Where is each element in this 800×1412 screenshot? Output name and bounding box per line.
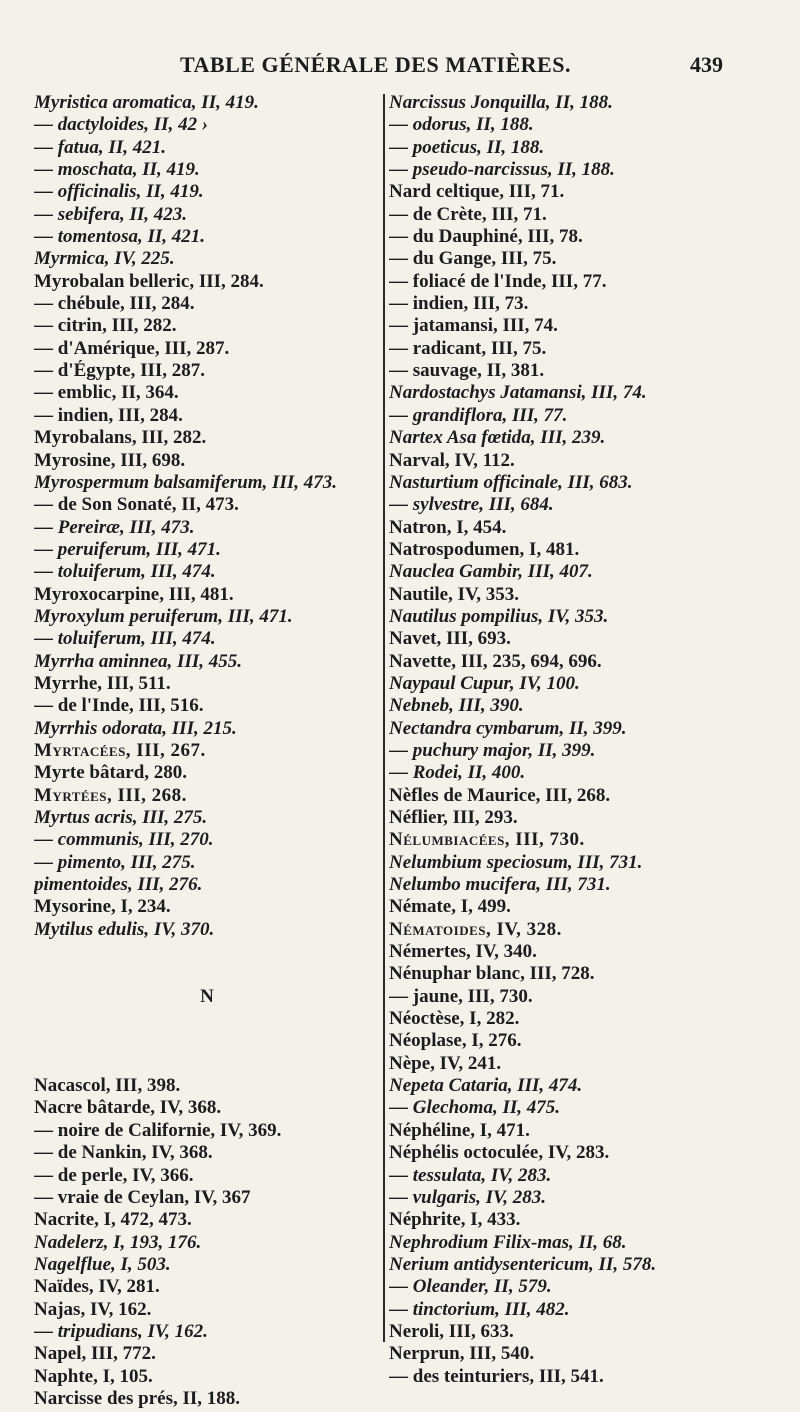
index-entry: Natron, I, 454. (389, 516, 507, 538)
index-entry: Mytilus edulis, IV, 370. (34, 918, 215, 940)
index-entry: Nardostachys Jatamansi, III, 74. (389, 382, 647, 404)
index-entry: Néphéline, I, 471. (389, 1119, 530, 1141)
index-entry: — sylvestre, III, 684. (389, 494, 554, 516)
index-entry: — sauvage, II, 381. (389, 360, 545, 382)
index-entry: Nerprun, III, 540. (389, 1343, 535, 1365)
index-entry: Nelumbium speciosum, III, 731. (389, 851, 643, 873)
index-entry: Nacrite, I, 472, 473. (34, 1209, 192, 1231)
index-entry: Nasturtium officinale, III, 683. (389, 471, 633, 493)
index-entry: — Oleander, II, 579. (389, 1276, 552, 1298)
index-entry: Nard celtique, III, 71. (389, 181, 565, 203)
index-entry: Nebneb, III, 390. (389, 695, 524, 717)
index-entry: — tinctorium, III, 482. (389, 1298, 570, 1320)
index-entry: — dactyloides, II, 42 › (34, 114, 209, 136)
index-entry: — d'Amérique, III, 287. (34, 337, 230, 359)
index-entry: Natrospodumen, I, 481. (389, 538, 580, 560)
index-entry: — communis, III, 270. (34, 829, 214, 851)
index-entry: Myrtacées, III, 267. (34, 739, 206, 761)
index-entry: — de l'Inde, III, 516. (34, 695, 204, 717)
index-entry: — du Dauphiné, III, 78. (389, 226, 583, 248)
index-entry: Nautilus pompilius, IV, 353. (389, 605, 609, 627)
page-number: 439 (690, 52, 723, 77)
index-entry: — tripudians, IV, 162. (34, 1320, 208, 1342)
index-entry: — tomentosa, II, 421. (34, 226, 206, 248)
index-entry: — officinalis, II, 419. (34, 181, 204, 203)
index-entry: Nacascol, III, 398. (34, 1075, 181, 1097)
index-entry: Némate, I, 499. (389, 896, 511, 918)
index-entry: Nacre bâtarde, IV, 368. (34, 1097, 222, 1119)
index-entry: Napel, III, 772. (34, 1343, 156, 1365)
index-entry: Navet, III, 693. (389, 628, 511, 650)
index-entry: Neroli, III, 633. (389, 1320, 514, 1342)
index-entry: — radicant, III, 75. (389, 337, 547, 359)
index-entry: — d'Égypte, III, 287. (34, 360, 206, 382)
index-entry: Myrte bâtard, 280. (34, 762, 188, 784)
index-entry: Nectandra cymbarum, II, 399. (389, 717, 627, 739)
index-entry: Narcissus Jonquilla, II, 188. (389, 92, 613, 113)
index-entry: Nagelflue, I, 503. (34, 1253, 171, 1275)
index-entry: Myrtus acris, III, 275. (34, 807, 208, 828)
index-entry: Myroxocarpine, III, 481. (34, 583, 234, 605)
blank-line (34, 1053, 380, 1075)
index-entry: Nauclea Gambir, III, 407. (389, 561, 593, 583)
index-entry: — tessulata, IV, 283. (389, 1164, 552, 1186)
index-column-left (34, 92, 380, 1410)
index-column-right (389, 92, 769, 1388)
index-entry: — jaune, III, 730. (389, 985, 533, 1007)
index-entry: — pseudo-narcissus, II, 188. (389, 159, 615, 181)
index-entry: — jatamansi, III, 74. (389, 315, 558, 337)
index-entry: — emblic, II, 364. (34, 382, 179, 404)
index-entry: Narval, IV, 112. (389, 449, 515, 471)
index-entry: Naïdes, IV, 281. (34, 1276, 160, 1298)
index-entry: Nèfles de Maurice, III, 268. (389, 784, 611, 806)
index-entry: Myrmica, IV, 225. (34, 248, 175, 270)
index-entry: Myrrha aminnea, III, 455. (34, 650, 242, 672)
index-entry: Nerium antidysentericum, II, 578. (389, 1253, 657, 1275)
index-entry: — de Nankin, IV, 368. (34, 1142, 213, 1164)
index-entry: Nartex Asa fœtida, III, 239. (389, 427, 606, 449)
index-entry: Nepeta Cataria, III, 474. (389, 1075, 583, 1097)
index-entry: Najas, IV, 162. (34, 1298, 152, 1320)
index-entry: Némertes, IV, 340. (389, 941, 537, 963)
index-entry: Narcisse des prés, II, 188. (34, 1387, 241, 1409)
index-entry: Néoctèse, I, 282. (389, 1008, 520, 1030)
index-entry: — indien, III, 284. (34, 404, 183, 426)
index-entry: Nadelerz, I, 193, 176. (34, 1231, 202, 1253)
index-entry: Naypaul Cupur, IV, 100. (389, 672, 580, 694)
blank-line (34, 963, 380, 985)
page-header (0, 50, 800, 82)
index-entry: Mysorine, I, 234. (34, 896, 171, 918)
index-entry: Myrrhis odorata, III, 215. (34, 717, 237, 739)
index-entry: — Rodei, II, 400. (389, 762, 526, 784)
index-entry: — grandiflora, III, 77. (389, 404, 568, 426)
index-entry: — toluiferum, III, 474. (34, 561, 216, 583)
index-entry: — Glechoma, II, 475. (389, 1097, 560, 1119)
index-entry: Nèpe, IV, 241. (389, 1052, 502, 1074)
index-entry: Naphte, I, 105. (34, 1365, 153, 1387)
index-entry: — de Son Sonaté, II, 473. (34, 494, 239, 516)
index-entry: Myroxylum peruiferum, III, 471. (34, 605, 293, 627)
section-letter: N (200, 985, 214, 1007)
index-entry: Myrtées, III, 268. (34, 784, 187, 806)
blank-line (34, 941, 380, 963)
index-entry: — de perle, IV, 366. (34, 1164, 194, 1186)
index-entry: Nénuphar blanc, III, 728. (389, 963, 595, 985)
index-entry: — du Gange, III, 75. (389, 248, 557, 270)
blank-line (34, 1030, 380, 1052)
index-entry: Nephrodium Filix-mas, II, 68. (389, 1231, 627, 1253)
index-entry: Myristica aromatica, II, 419. (34, 92, 259, 113)
index-entry: — foliacé de l'Inde, III, 77. (389, 270, 607, 292)
index-entry: — fatua, II, 421. (34, 136, 166, 158)
index-entry: Myrrhe, III, 511. (34, 672, 171, 694)
index-entry: — sebifera, II, 423. (34, 203, 188, 225)
index-entry: Nélumbiacées, III, 730. (389, 829, 585, 851)
index-entry: — puchury major, II, 399. (389, 739, 596, 761)
index-entry: Myrosine, III, 698. (34, 449, 186, 471)
index-entry: Myrobalan belleric, III, 284. (34, 270, 264, 292)
index-entry: Nématoides, IV, 328. (389, 918, 562, 940)
index-entry: Navette, III, 235, 694, 696. (389, 650, 602, 672)
index-entry: — peruiferum, III, 471. (34, 538, 221, 560)
index-entry: — chébule, III, 284. (34, 293, 195, 315)
index-entry: Néflier, III, 293. (389, 807, 518, 828)
index-entry: — Pereiræ, III, 473. (34, 516, 195, 538)
index-entry: — des teinturiers, III, 541. (389, 1365, 604, 1387)
index-entry: pimentoides, III, 276. (34, 874, 203, 896)
index-entry: Myrobalans, III, 282. (34, 427, 207, 449)
running-title: TABLE GÉNÉRALE DES MATIÈRES. (180, 52, 571, 77)
index-entry: Nelumbo mucifera, III, 731. (389, 874, 611, 896)
blank-line (34, 1008, 380, 1030)
index-entry: — toluiferum, III, 474. (34, 628, 216, 650)
index-entry: — vulgaris, IV, 283. (389, 1186, 546, 1208)
index-entry: Néphrite, I, 433. (389, 1209, 521, 1231)
index-entry: — indien, III, 73. (389, 293, 529, 315)
index-entry: — vraie de Ceylan, IV, 367 (34, 1186, 251, 1208)
index-entry: — poeticus, II, 188. (389, 136, 545, 158)
index-entry: — odorus, II, 188. (389, 114, 534, 136)
index-entry: — citrin, III, 282. (34, 315, 177, 337)
index-entry: — noire de Californie, IV, 369. (34, 1119, 282, 1141)
index-entry: Nautile, IV, 353. (389, 583, 520, 605)
index-entry: — moschata, II, 419. (34, 159, 200, 181)
index-entry: Néphélis octoculée, IV, 283. (389, 1142, 610, 1164)
index-entry: — pimento, III, 275. (34, 851, 196, 873)
index-entry: Myrospermum balsamiferum, III, 473. (34, 471, 337, 493)
index-entry: Néoplase, I, 276. (389, 1030, 522, 1052)
column-divider (383, 94, 385, 1342)
index-entry: — de Crète, III, 71. (389, 203, 547, 225)
